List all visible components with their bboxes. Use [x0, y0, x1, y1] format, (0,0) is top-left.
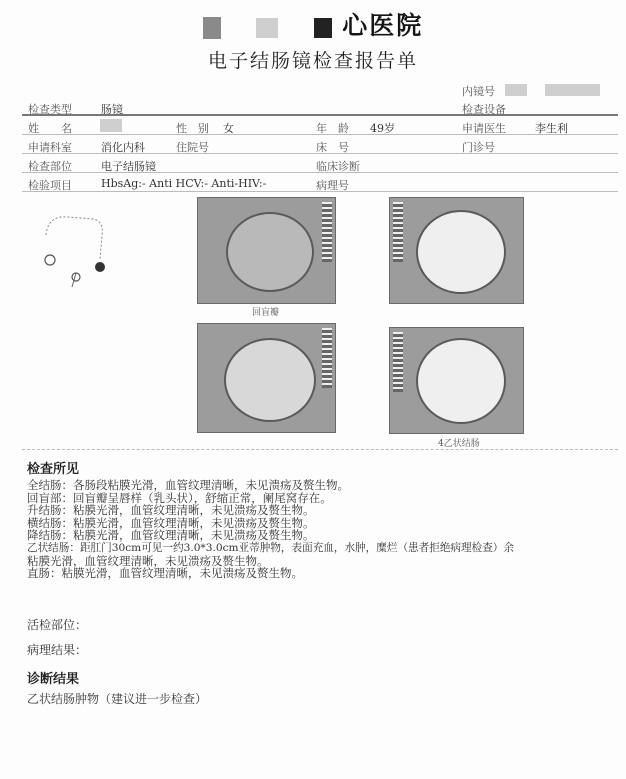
dept-value: 消化内科	[101, 141, 145, 154]
hospital-name-text: 心医院	[342, 11, 424, 40]
doctor-label: 申请医生	[462, 122, 506, 135]
report-title: 电子结肠镜检查报告单	[207, 50, 418, 72]
colon-diagram-icon	[38, 205, 118, 295]
findings-line: 全结肠：各肠段粘膜光滑，血管纹理清晰，未见溃疡及赘生物。	[27, 478, 349, 492]
findings-line: 升结肠：粘膜光滑，血管纹理清晰，未见溃疡及赘生物。	[27, 503, 315, 518]
divider	[22, 153, 618, 154]
divider	[22, 134, 618, 135]
age-value: 49岁	[370, 122, 395, 135]
dept-label: 申请科室	[28, 141, 72, 154]
doctor-value: 李生利	[535, 122, 568, 135]
diagnosis-text: 乙状结肠肿物（建议进一步检查）	[27, 692, 208, 706]
age-label: 年 龄	[316, 122, 349, 135]
name-label: 姓 名	[28, 122, 72, 135]
divider	[22, 449, 618, 450]
pathology-no-label: 病理号	[316, 179, 349, 192]
items-value: HbsAg:- Anti HCV:- Anti-HIV:-	[101, 177, 267, 190]
redacted-block	[505, 84, 527, 96]
gender-value: 女	[223, 122, 234, 135]
findings-heading: 检查所见	[27, 462, 80, 477]
exam-type-label: 检查类型	[28, 103, 72, 116]
outpatient-label: 门诊号	[462, 141, 495, 154]
findings-line: 降结肠：粘膜光滑，血管纹理清晰，未见溃疡及赘生物。	[27, 528, 315, 543]
device-label: 检查设备	[462, 103, 506, 116]
endoscopy-image-2	[389, 197, 524, 304]
diagnosis-heading: 诊断结果	[27, 672, 80, 687]
findings-line: 乙状结肠：距肛门30cm可见一约3.0*3.0cm亚蒂肿物，表面充血，水肿，糜烂（患者拒绝病理检查）余	[27, 541, 514, 554]
divider	[22, 114, 618, 116]
endoscopy-image-4	[389, 327, 524, 434]
hospital-name	[0, 6, 626, 42]
colon-diagram	[38, 205, 118, 295]
findings-line: 直肠：粘膜光滑，血管纹理清晰，未见溃疡及赘生物。	[27, 566, 303, 581]
gender-label: 性 别	[176, 122, 209, 135]
biopsy-site-label: 活检部位：	[27, 618, 88, 632]
redacted-block	[314, 18, 332, 38]
endoscopy-image-1	[197, 197, 336, 304]
image-4-caption: 4乙状结肠	[438, 439, 480, 449]
inpatient-label: 住院号	[176, 141, 209, 154]
redacted-block	[203, 17, 221, 39]
image-1-caption: 回盲瓣	[252, 308, 280, 318]
redacted-block	[545, 84, 600, 96]
redacted-block	[100, 119, 122, 132]
findings-line: 粘膜光滑，血管纹理清晰，未见溃疡及赘生物。	[27, 553, 269, 568]
redacted-block	[256, 18, 278, 38]
site-value: 电子结肠镜	[101, 160, 156, 173]
pathology-result-label: 病理结果：	[27, 643, 88, 657]
site-label: 检查部位	[28, 160, 72, 173]
bed-label: 床 号	[316, 141, 349, 154]
items-label: 检验项目	[28, 179, 72, 192]
exam-type-value: 肠镜	[101, 103, 123, 116]
divider	[22, 172, 618, 173]
endoscope-no-label: 内镜号	[462, 85, 495, 98]
clinical-dx-label: 临床诊断	[316, 160, 360, 173]
divider	[22, 191, 618, 192]
findings-line: 回盲部：回盲瓣呈唇样（乳头状），舒缩正常，阑尾窝存在。	[27, 490, 332, 505]
findings-line: 横结肠：粘膜光滑，血管纹理清晰，未见溃疡及赘生物。	[27, 515, 315, 530]
endoscopy-image-3	[197, 323, 336, 433]
findings-text	[27, 479, 617, 580]
